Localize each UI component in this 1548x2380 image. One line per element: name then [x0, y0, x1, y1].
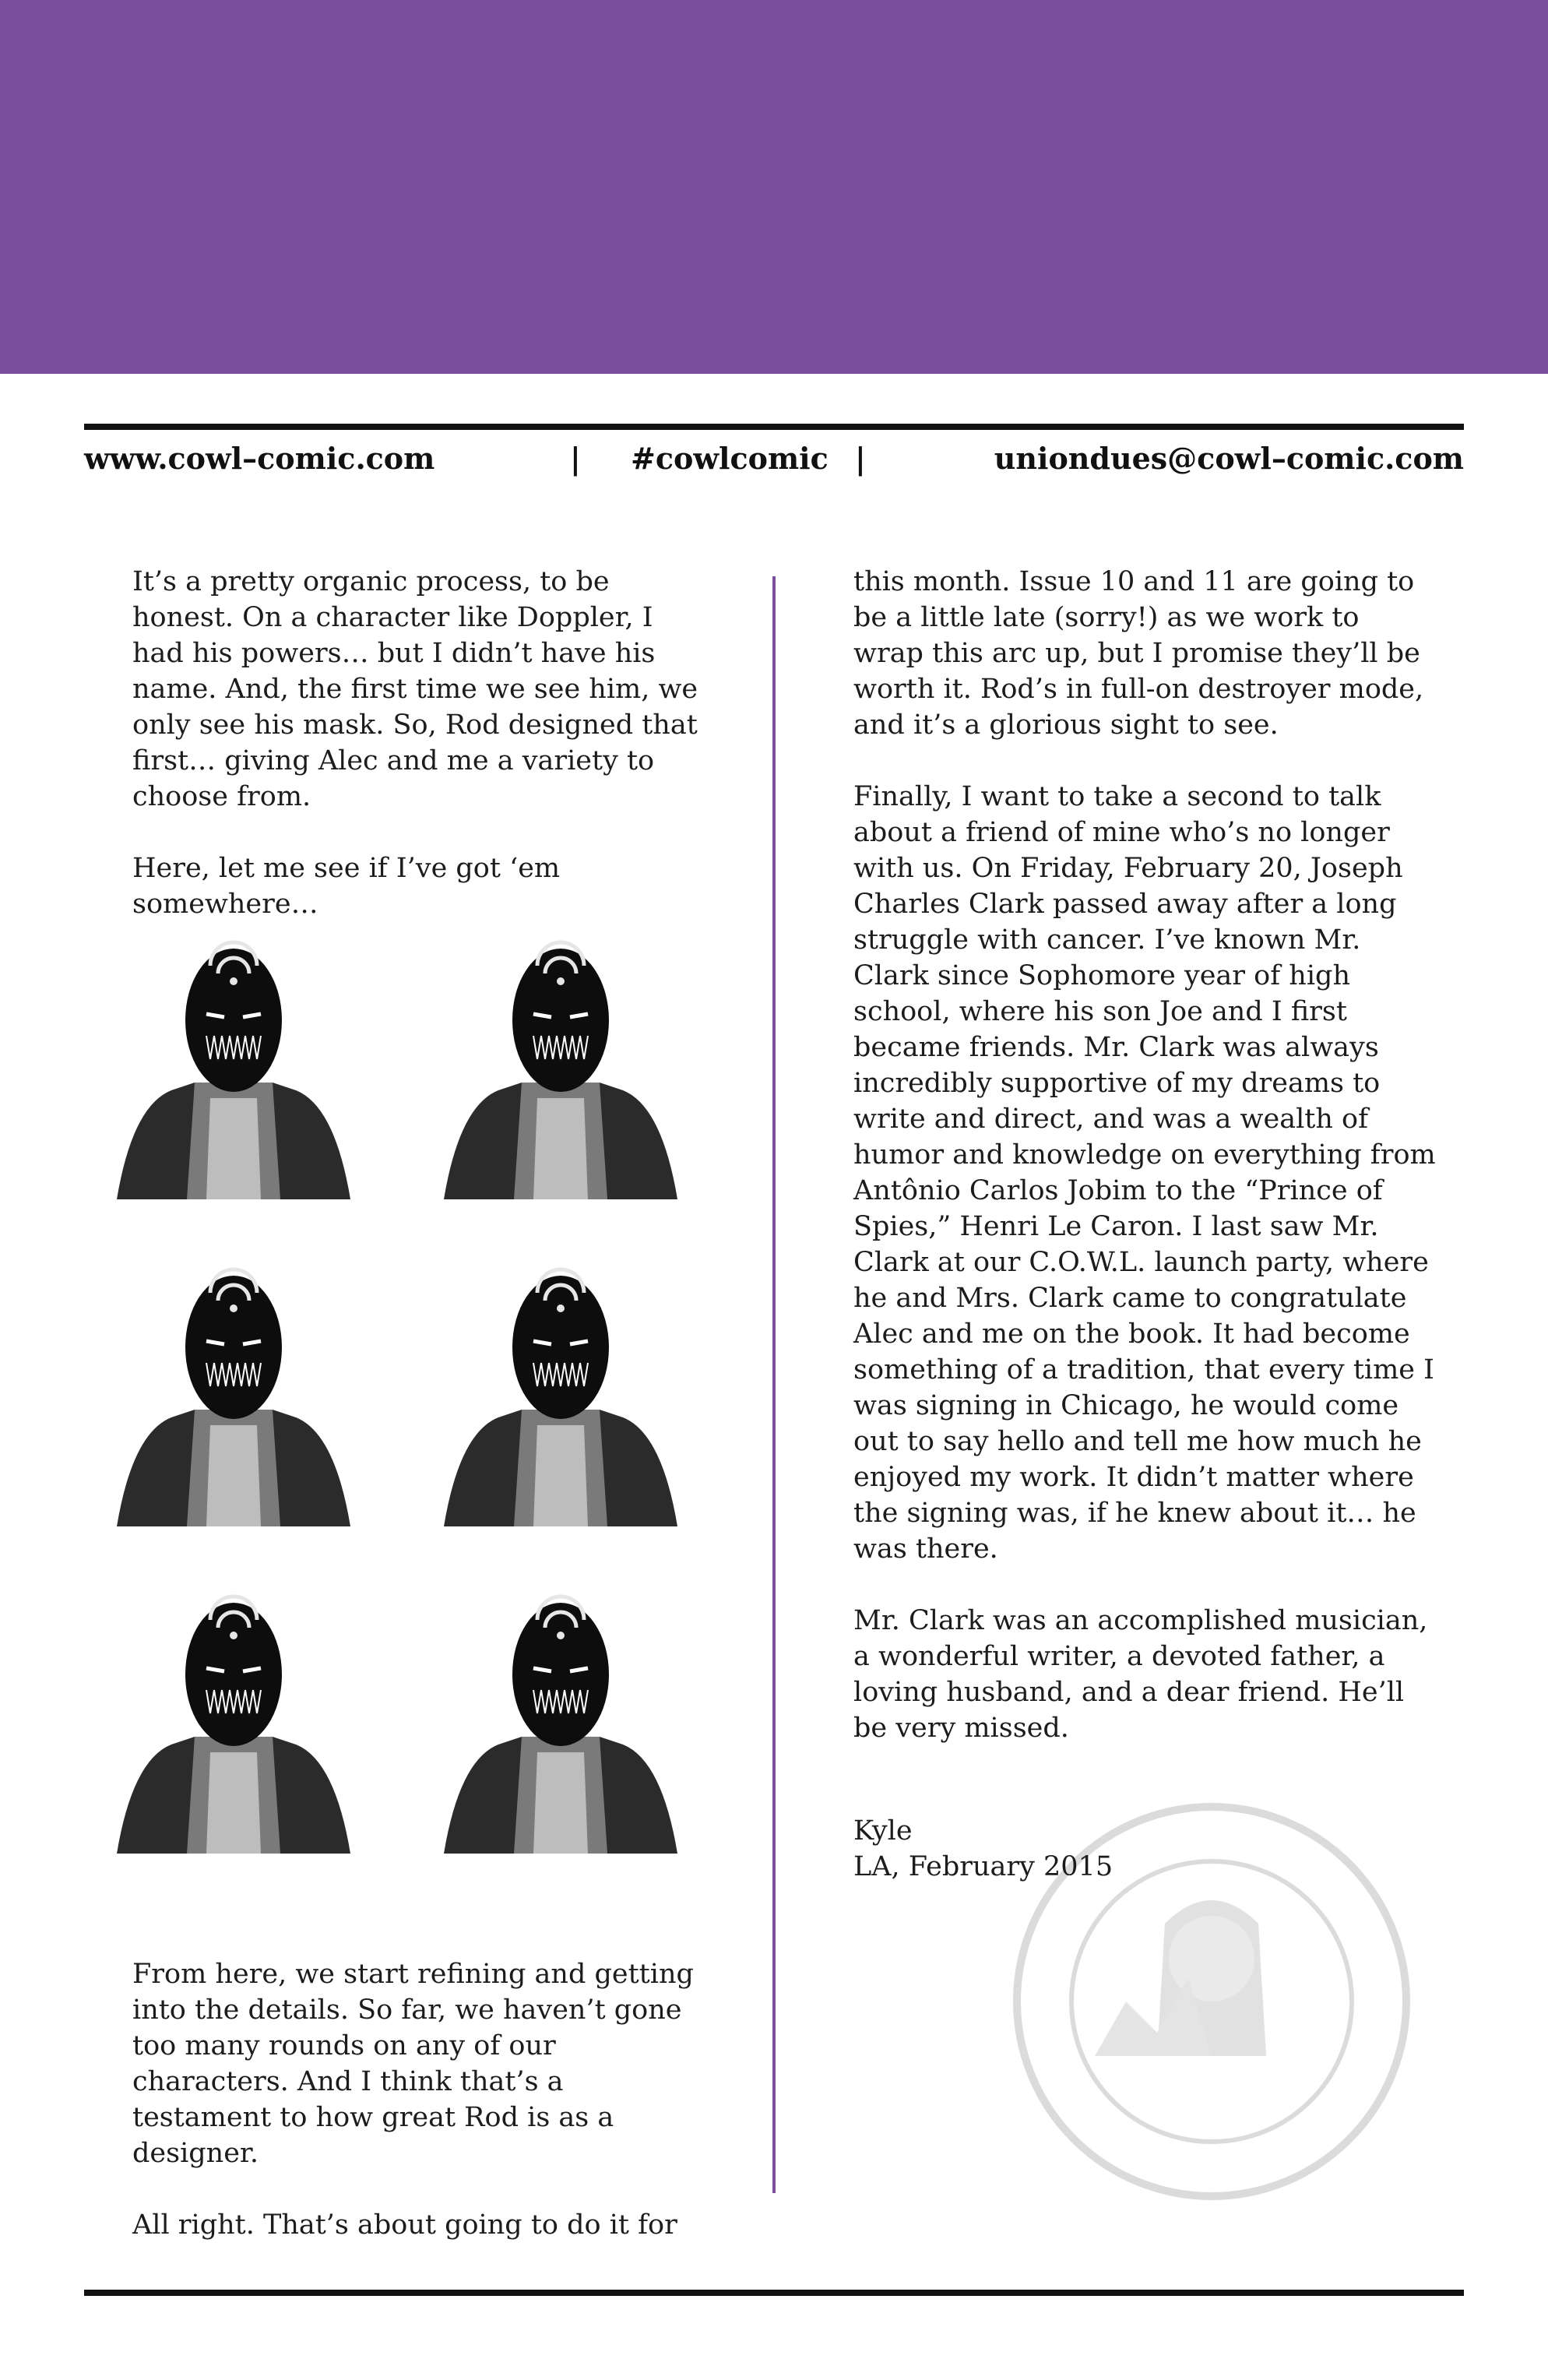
header-separator: |: [855, 441, 866, 476]
mask-sketch-1: [117, 942, 350, 1199]
mask-sketch-2: [444, 942, 677, 1199]
paragraph: All right. That’s about going to do it for: [132, 2209, 677, 2241]
email-link[interactable]: uniondues@cowl–comic.com: [994, 441, 1464, 476]
paragraph: Here, let me see if I’ve got ‘em somewhere…: [132, 853, 561, 920]
bottom-rule: [84, 2290, 1464, 2296]
top-rule: [84, 424, 1464, 430]
mask-sketch-6: [444, 1597, 677, 1854]
left-column-continued: [132, 1956, 709, 2279]
header-links: [84, 441, 1464, 484]
paragraph: Mr. Clark was an accomplished musician, a wonderful writer, a devoted father, a loving husband, and a dear friend. He’ll be very missed.: [853, 1605, 1428, 1744]
left-column: [132, 564, 709, 958]
website-link[interactable]: www.cowl–comic.com: [84, 441, 435, 476]
paragraph: It’s a pretty organic process, to be honest. On a character like Doppler, I had his powers… but I didn’t have his name. And, the first time we see him, we only see his mask. So, Rod designed that first… giving Alec and me a variety to choose from.: [132, 566, 698, 812]
mask-sketch-5: [117, 1597, 350, 1854]
column-divider: [772, 576, 776, 2193]
signoff: [853, 1813, 1113, 1885]
header-separator: |: [570, 441, 581, 476]
hashtag-link[interactable]: #cowlcomic: [631, 441, 829, 476]
mask-sketch-3: [117, 1269, 350, 1526]
mask-sketch-4: [444, 1269, 677, 1526]
paragraph: From here, we start refining and getting into the details. So far, we haven’t gone too many rounds on any of our characters. And I think that’s a testament to how great Rod is as a designer.: [132, 1959, 694, 2169]
signoff-name: Kyle: [853, 1815, 913, 1847]
paragraph: this month. Issue 10 and 11 are going to be a little late (sorry!) as we work to wrap this arc up, but I promise they’ll be worth it. Rod’s in full-on destroyer mode, and it’s a glorious sight to see.: [853, 566, 1424, 741]
right-column: [853, 564, 1437, 1782]
doppler-mask-sketches: [86, 927, 740, 1939]
signoff-place-date: LA, February 2015: [853, 1851, 1114, 1882]
paragraph: Finally, I want to take a second to talk about a friend of mine who’s no longer with us. On Friday, February 20, Joseph Charles Clark passed away after a long struggle with cancer. I’ve known Mr. Clark since Sophomore year of high school, where his son Joe and I first became friends. Mr. Clark was always incredibly supportive of my dreams to write and direct, and was a wealth of humor and knowledge on everything from Antônio Carlos Jobim to the “Prince of Spies,” Henri Le Caron. I last saw Mr. Clark at our C.O.W.L. launch party, where he and Mrs. Clark came to congratulate Alec and me on the book. It had become something of a tradition, that every time I was signing in Chicago, he would come out to say hello and tell me how much he enjoyed my work. It didn’t matter where the signing was, if he knew about it… he was there.: [853, 781, 1436, 1565]
header-banner: [0, 0, 1548, 374]
